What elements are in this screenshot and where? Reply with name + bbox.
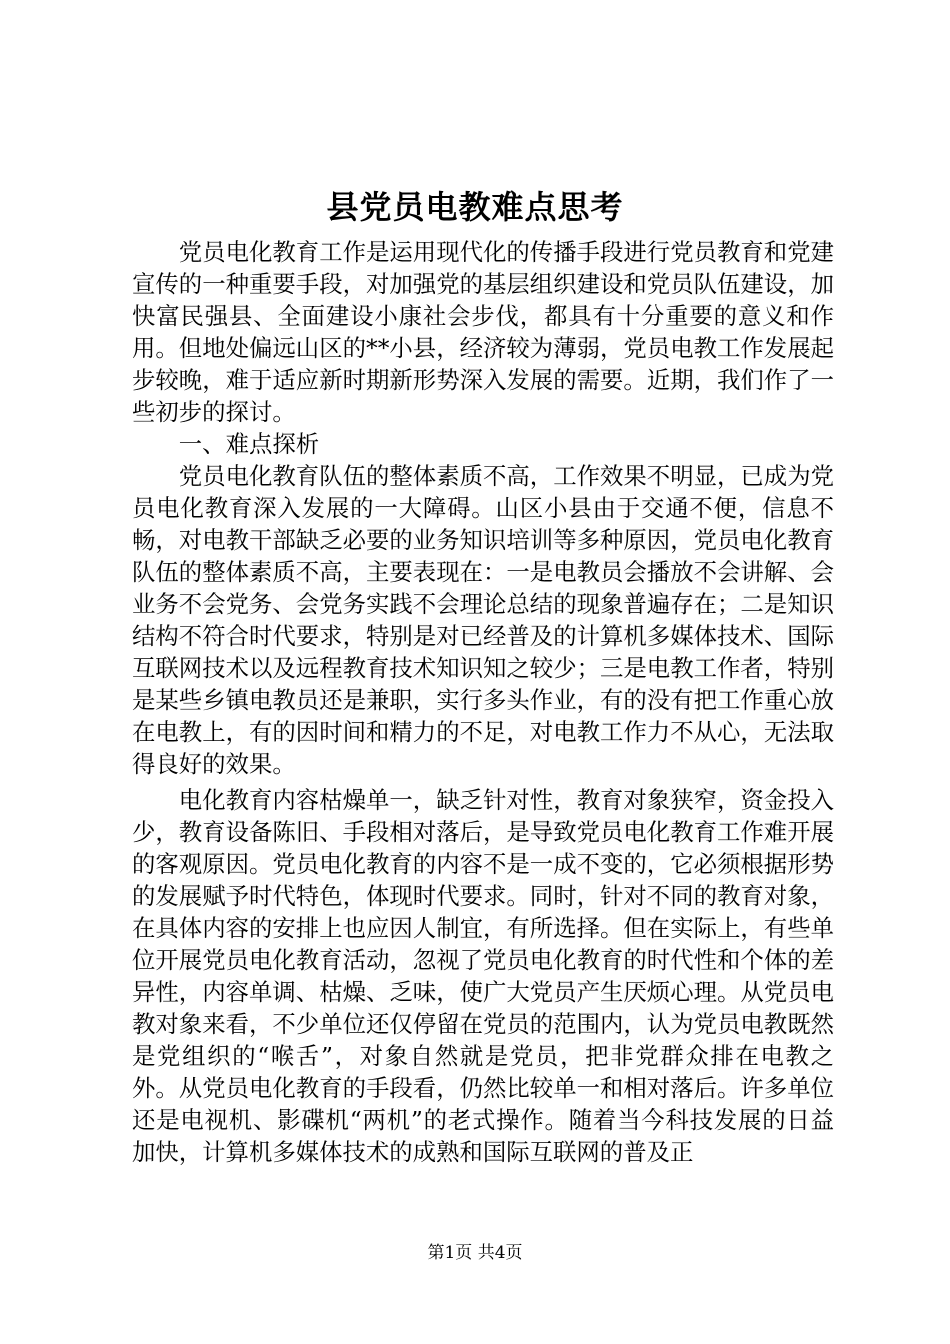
paragraph-content-issues: 电化教育内容枯燥单一，缺乏针对性，教育对象狭窄，资金投入少，教育设备陈旧、手段相对落后，是导致党员电化教育工作难开展的客观原因。党员电化教育的内容不是一成不变的，它必须根据形势的发展赋予时代特色，体现时代要求。同时，针对不同的教育对象，在具体内容的安排上也应因人制宜，有所选择。但在实际上，有些单位开展党员电化教育活动，忽视了党员电化教育的时代性和个体的差异性，内容单调、枯燥、乏味，使广大党员产生厌烦心理。从党员电教对象来看，不少单位还仅停留在党员的范围内，认为党员电教既然是党组织的“喉舌”，对象自然就是党员，把非党群众排在电教之外。从党员电化教育的手段看，仍然比较单一和相对落后。许多单位还是电视机、影碟机“两机”的老式操作。随着当今科技发展的日益加快，计算机多媒体技术的成熟和国际互联网的普及正 [132,786,834,1166]
document-body [132,236,834,1168]
paragraph-intro: 党员电化教育工作是运用现代化的传播手段进行党员教育和党建宣传的一种重要手段，对加强党的基层组织建设和党员队伍建设，加快富民强县、全面建设小康社会步伐，都具有十分重要的意义和作用。但地处偏远山区的**小县，经济较为薄弱，党员电教工作发展起步较晚，难于适应新时期新形势深入发展的需要。近期，我们作了一些初步的探讨。 [132,238,834,426]
section-heading: 一、难点探析 [178,430,320,458]
paragraph-team-quality: 党员电化教育队伍的整体素质不高，工作效果不明显，已成为党员电化教育深入发展的一大障碍。山区小县由于交通不便，信息不畅，对电教干部缺乏必要的业务知识培训等多种原因，党员电化教育队伍的整体素质不高，主要表现在：一是电教员会播放不会讲解、会业务不会党务、会党务实践不会理论总结的现象普遍存在；二是知识结构不符合时代要求，特别是对已经普及的计算机多媒体技术、国际互联网技术以及远程教育技术知识知之较少；三是电教工作者，特别是某些乡镇电教员还是兼职，实行多头作业，有的没有把工作重心放在电教上，有的因时间和精力的不足，对电教工作力不从心，无法取得良好的效果。 [132,462,834,778]
page-footer: 第1页 共4页 [427,1243,523,1263]
document-title: 县党员电教难点思考 [326,188,624,226]
